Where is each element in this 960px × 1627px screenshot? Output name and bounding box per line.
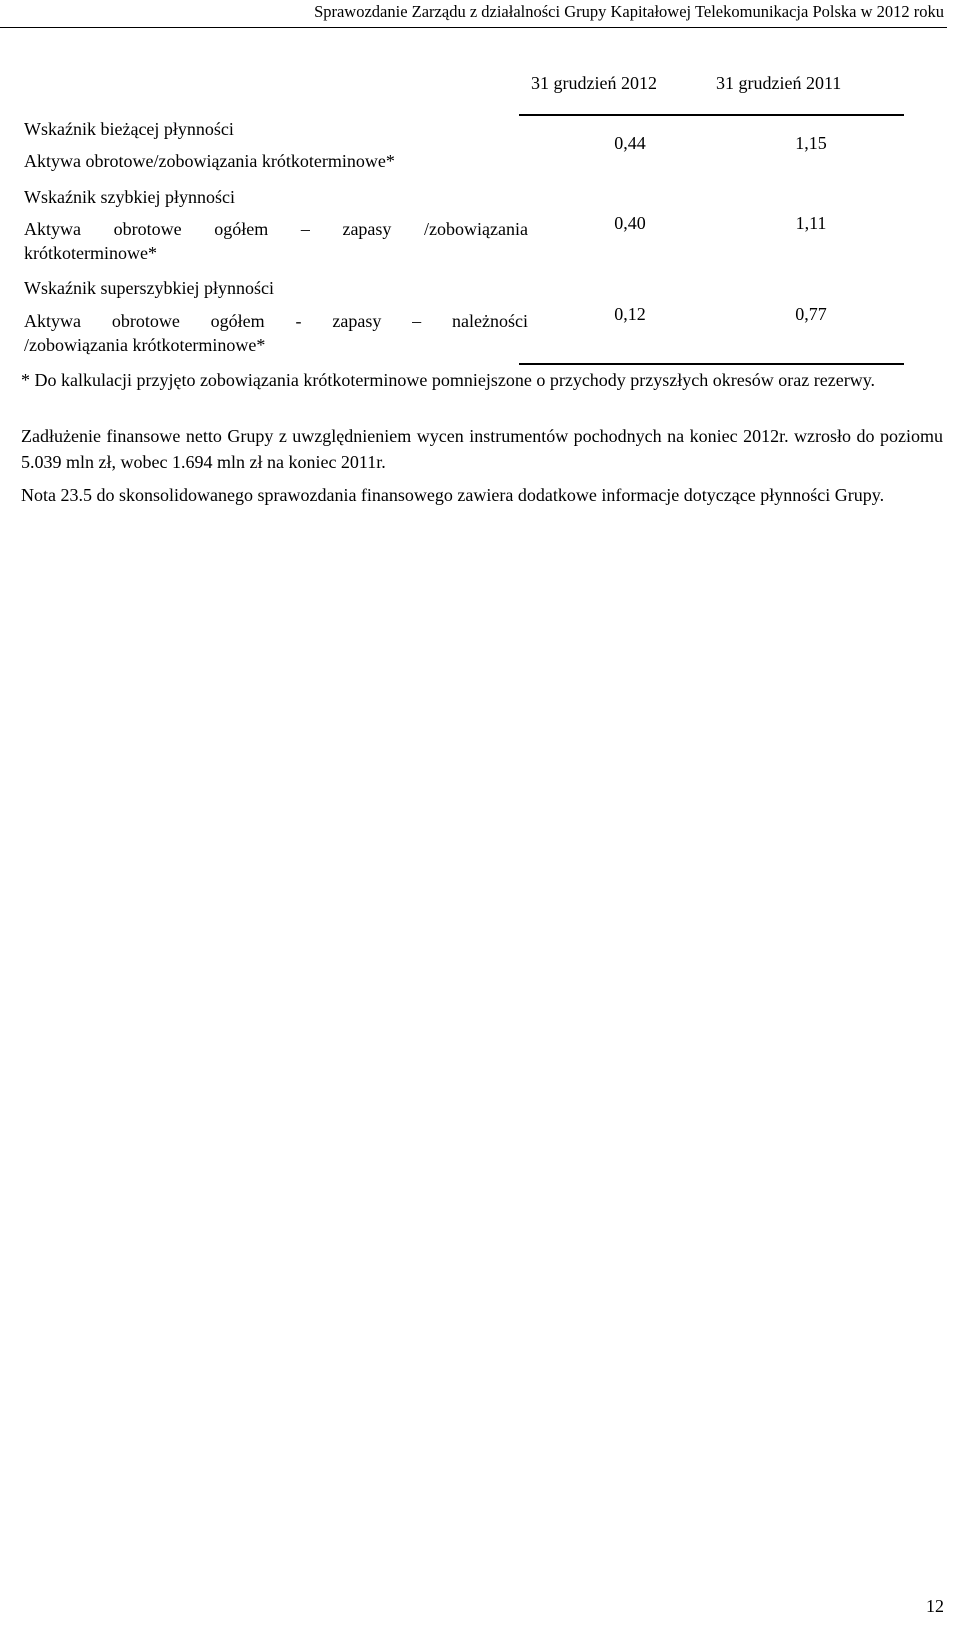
page-number: 12 xyxy=(926,1596,944,1616)
value-cash-ratio-2012: 0,12 xyxy=(614,304,646,324)
value-quick-ratio-2012: 0,40 xyxy=(614,213,646,233)
table-top-rule xyxy=(519,114,904,116)
row-formula-quick-ratio-line2: krótkoterminowe* xyxy=(24,243,157,263)
row-formula-current-ratio: Aktywa obrotowe/zobowiązania krótkoterminowe* xyxy=(24,151,395,171)
table-bottom-rule xyxy=(519,363,904,365)
value-cash-ratio-2011: 0,77 xyxy=(795,304,827,324)
row-formula-cash-ratio-line2: /zobowiązania krótkoterminowe* xyxy=(24,335,266,355)
row-name-quick-ratio: Wskaźnik szybkiej płynności xyxy=(24,187,235,207)
header-rule xyxy=(0,27,947,28)
debt-paragraph: Zadłużenie finansowe netto Grupy z uwzględnieniem wycen instrumentów pochodnych na koniec 2012r. wzrosło do poziomu 5.039 mln zł, wobec 1.694 mln zł na koniec 2011r. xyxy=(21,426,943,472)
column-header-2012: 31 grudzień 2012 xyxy=(531,73,657,93)
page-header: Sprawozdanie Zarządu z działalności Grupy Kapitałowej Telekomunikacja Polska w 2012 roku xyxy=(314,2,944,21)
nota-paragraph: Nota 23.5 do skonsolidowanego sprawozdania finansowego zawiera dodatkowe informacje dotyczące płynności Grupy. xyxy=(21,485,885,505)
value-current-ratio-2011: 1,15 xyxy=(795,133,827,153)
row-formula-cash-ratio-line1: Aktywa obrotowe ogółem - zapasy – należności xyxy=(24,311,528,331)
value-quick-ratio-2011: 1,11 xyxy=(795,213,827,233)
row-name-cash-ratio: Wskaźnik superszybkiej płynności xyxy=(24,278,274,298)
row-name-current-ratio: Wskaźnik bieżącej płynności xyxy=(24,119,234,139)
row-formula-quick-ratio-line1: Aktywa obrotowe ogółem – zapasy /zobowiązania xyxy=(24,219,528,239)
column-header-2011: 31 grudzień 2011 xyxy=(716,73,842,93)
value-current-ratio-2012: 0,44 xyxy=(614,133,646,153)
footnote-paragraph: * Do kalkulacji przyjęto zobowiązania krótkoterminowe pomniejszone o przychody przyszłych okresów oraz rezerwy. xyxy=(21,370,876,390)
